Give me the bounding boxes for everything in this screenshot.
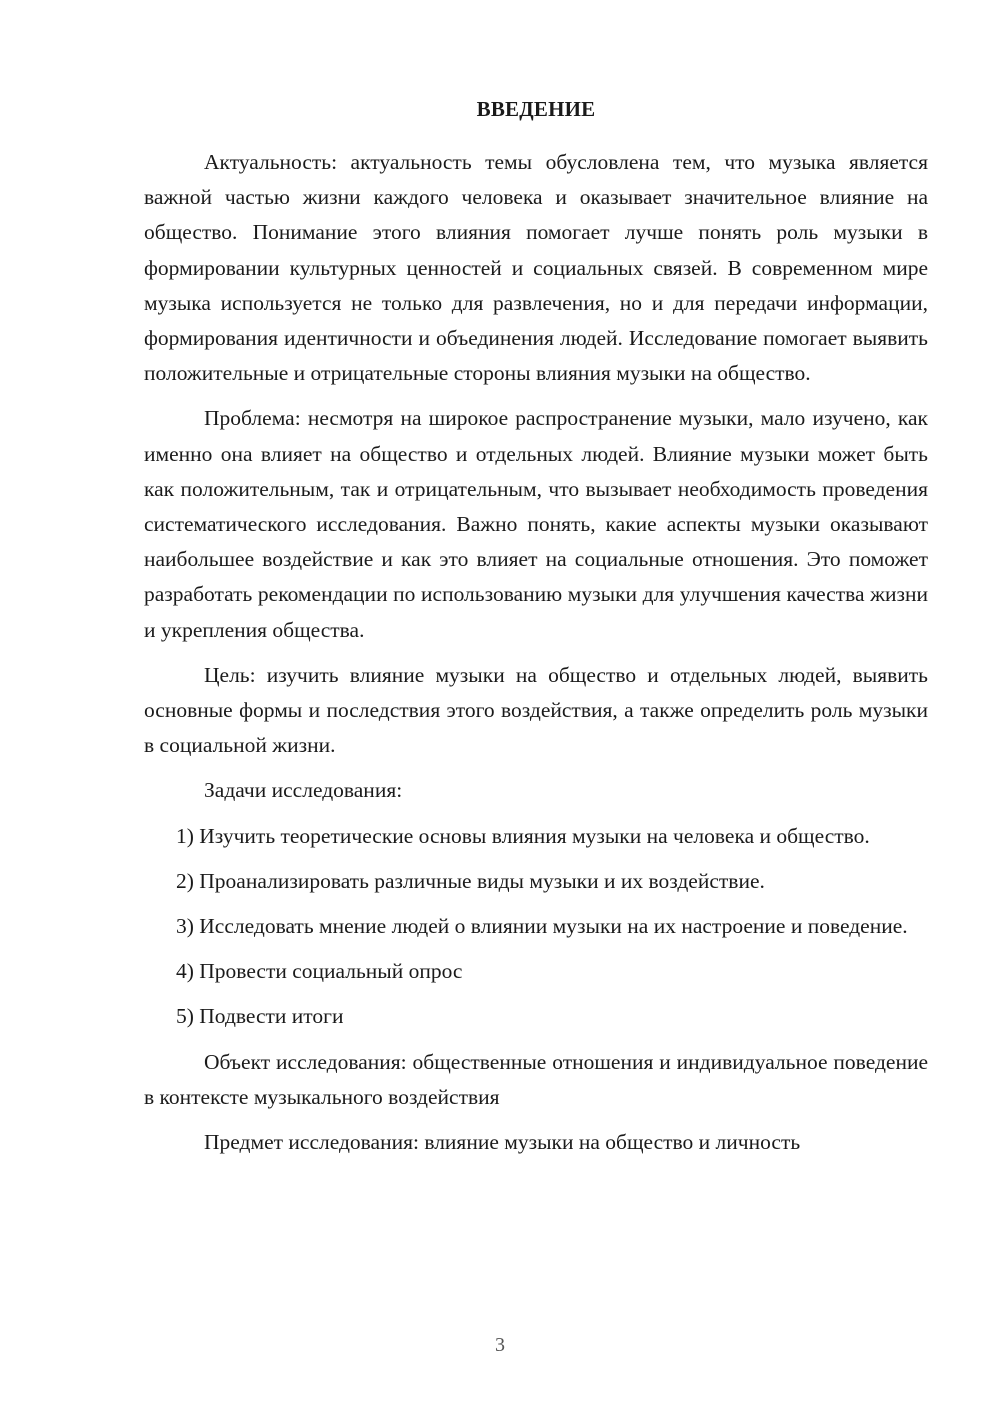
relevance-paragraph: Актуальность: актуальность темы обусловлена тем, что музыка является важной частью жизни каждого человека и оказывает значительное влияние на общество. Понимание этого влияния помогает лучше понять роль музыки в формировании культурных ценностей и социальных связей. В современном мире музыка используется не только для развлечения, но и для передачи информации, формирования идентичности и объединения людей. Исследование помогает выявить положительные и отрицательные стороны влияния музыки на общество. [144,150,928,386]
goal-paragraph: Цель: изучить влияние музыки на общество и отдельных людей, выявить основные формы и последствия этого воздействия, а также определить роль музыки в социальной жизни. [144,662,928,758]
task-item: 1) Изучить теоретические основы влияния музыки на человека и общество. [176,823,870,848]
task-item: 5) Подвести итоги [176,1004,344,1029]
page-number: 3 [495,1334,505,1356]
object-paragraph: Объект исследования: общественные отношения и индивидуальное поведение в контексте музыкального воздействия [144,1049,928,1109]
task-item: 4) Провести социальный опрос [176,959,463,984]
subject-paragraph: Предмет исследования: влияние музыки на общество и личность [204,1130,801,1155]
problem-paragraph: Проблема: несмотря на широкое распространение музыки, мало изучено, как именно она влияет на общество и отдельных людей. Влияние музыки может быть как положительным, так и отрицательным, что вызывает необходимость проведения систематического исследования. Важно понять, какие аспекты музыки оказывают наибольшее воздействие и как это влияет на социальные отношения. Это поможет разработать рекомендации по использованию музыки для улучшения качества жизни и укрепления общества. [144,406,928,642]
tasks-title: Задачи исследования: [204,778,403,803]
document-page [144,92,928,1170]
page-heading: ВВЕДЕНИЕ [476,97,596,121]
task-item: 2) Проанализировать различные виды музыки и их воздействие. [176,868,765,893]
task-item: 3) Исследовать мнение людей о влиянии музыки на их настроение и поведение. [176,914,908,939]
